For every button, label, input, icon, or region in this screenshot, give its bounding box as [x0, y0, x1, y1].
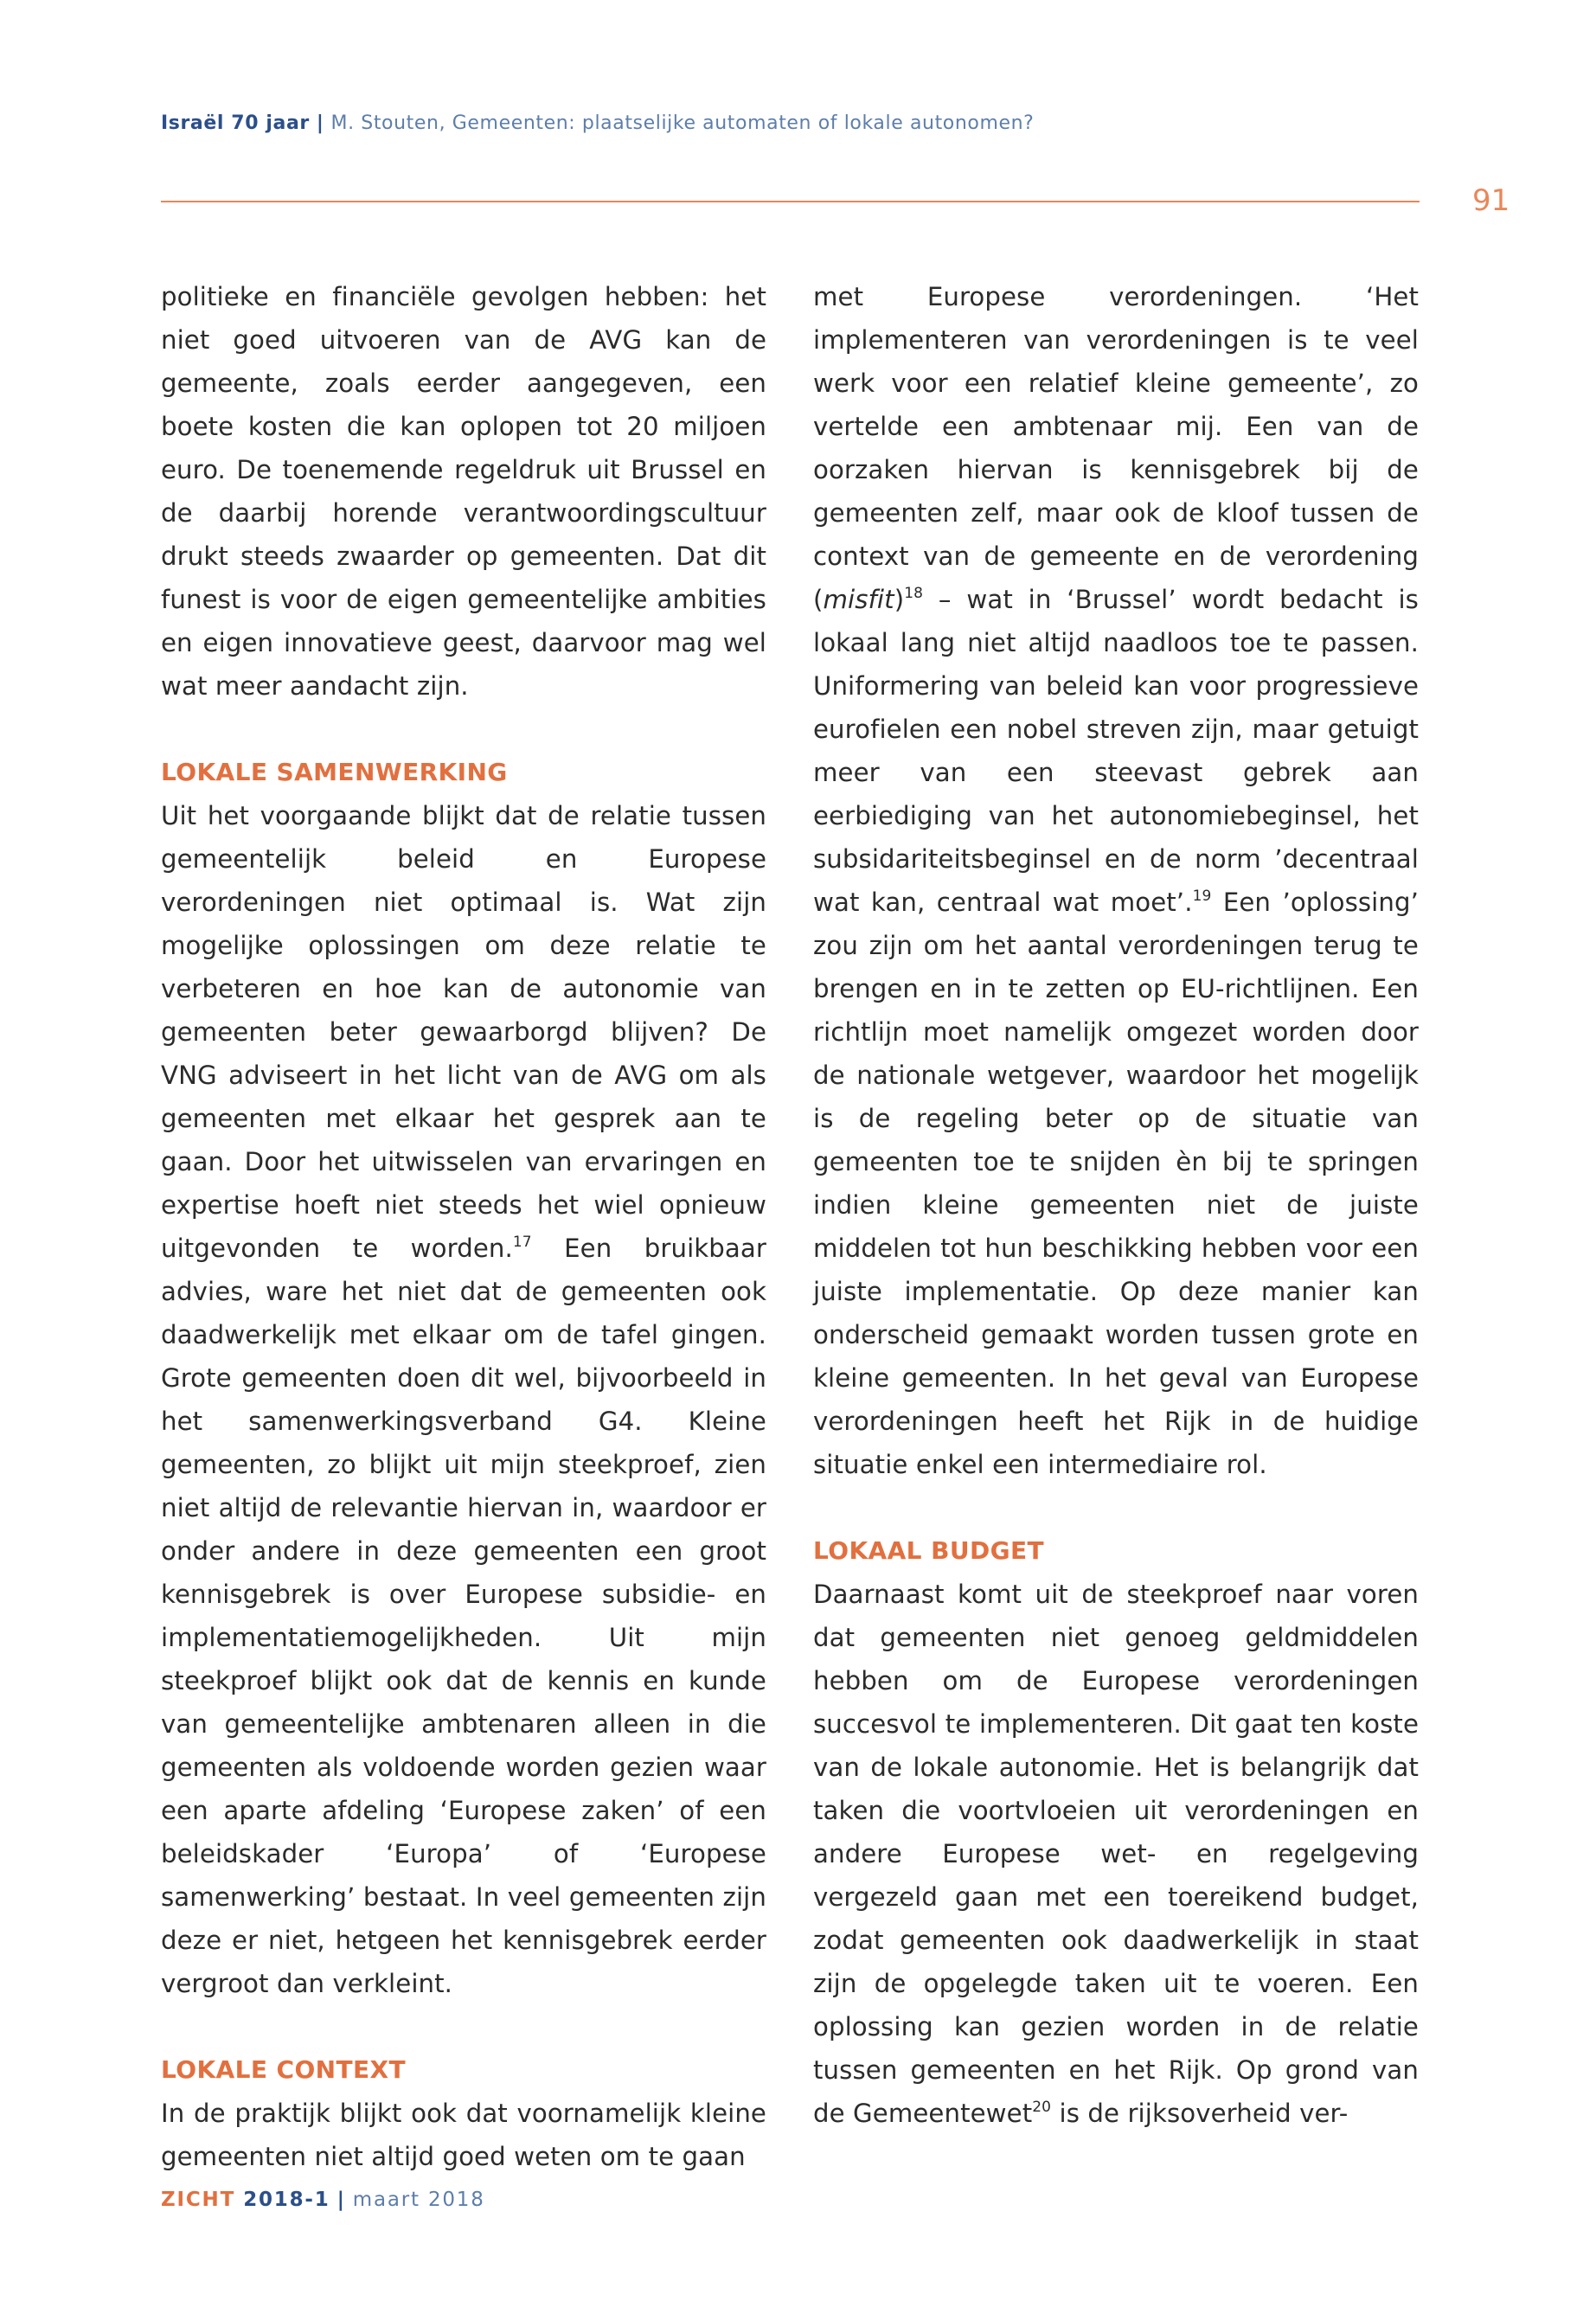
page-number: 91	[1472, 183, 1510, 218]
paragraph-text: Een bruikbaar advies, ware het niet dat de gemeenten ook daadwerkelijk met elkaar om de tafel gingen. Grote gemeenten doen dit wel, bijvoorbeeld in het samenwerkingsverband G4. Kleine gemeenten, zo blijkt uit mijn steekproef, zien niet altijd de relevantie hiervan in, waardoor er onder andere in deze gemeenten een groot kennisgebrek is over Europese subsidie- en implementatiemogelijkheden. Uit mijn steekproef blijkt ook dat de kennis en kunde van gemeentelijke ambtenaren alleen in die gemeenten als voldoende worden gezien waar een aparte afdeling ‘Europese zaken’ of een beleidskader ‘Europa’ of ‘Europese samenwerking’ bestaat. In veel gemeenten zijn deze er niet, hetgeen het kennisgebrek eerder vergroot dan verkleint.	[161, 1234, 766, 1998]
journal-title: Israël 70 jaar	[161, 112, 310, 134]
article-title: M. Stouten, Gemeenten: plaatselijke automaten of lokale autonomen?	[330, 112, 1035, 134]
footnote-ref-18: 18	[904, 585, 924, 602]
paragraph-text: politieke en financiële gevolgen hebben: het niet goed uitvoeren van de AVG kan de gemeente, zoals eerder aangegeven, een boete kosten die kan oplopen tot 20 miljoen euro. De toenemende regeldruk uit Brussel en de daarbij horende verantwoordingscultuur drukt steeds zwaarder op gemeenten. Dat dit funest is voor de eigen gemeentelijke ambities en eigen innovatieve geest, daarvoor mag wel wat meer aandacht zijn.	[161, 282, 766, 701]
running-head	[161, 112, 1034, 134]
footer-brand: ZICHT	[161, 2189, 236, 2211]
header-separator: |	[316, 112, 324, 134]
paragraph-text: )	[894, 585, 905, 614]
paragraph-text: met Europese verordeningen. ‘Het implementeren van verordeningen is te veel werk voor een relatief kleine gemeente’, zo vertelde een ambtenaar mij. Een van de oorzaken hiervan is kennisgebrek bij de gemeenten zelf, maar ook de kloof tussen de context van de gemeente en de verordening (	[813, 282, 1419, 614]
footer-issue: 2018-1	[243, 2189, 330, 2211]
right-column	[813, 275, 1419, 2135]
header-rule	[161, 201, 1420, 202]
footnote-ref-20: 20	[1032, 2099, 1052, 2116]
footnote-ref-17: 17	[512, 1234, 532, 1251]
paragraph	[161, 275, 766, 708]
paragraph-text: Daarnaast komt uit de steekproef naar voren dat gemeenten niet genoeg geldmiddelen hebben om de Europese verordeningen succesvol te implementeren. Dit gaat ten koste van de lokale autonomie. Het is belangrijk dat taken die voortvloeien uit verordeningen en andere Europese wet- en regelgeving vergezeld gaan met een toereikend budget, zodat gemeenten ook daadwerkelijk in staat zijn de opgelegde taken uit te voeren. Een oplossing kan gezien worden in de relatie tussen gemeenten en het Rijk. Op grond van de Gemeentewet	[813, 1580, 1419, 2128]
paragraph-text: Een ’oplossing’ zou zijn om het aantal verordeningen terug te brengen en in te zetten op EU-richtlijnen. Een richtlijn moet namelijk omgezet worden door de nationale wetgever, waardoor het mogelijk is de regeling beter op de situatie van gemeenten toe te snijden èn bij te springen indien kleine gemeenten niet de juiste middelen tot hun beschikking hebben voor een juiste implementatie. Op deze manier kan onderscheid gemaakt worden tussen grote en kleine gemeenten. In het geval van Europese verordeningen heeft het Rijk in de huidige situatie enkel een intermediaire rol.	[813, 888, 1419, 1479]
paragraph-text: – wat in ‘Brussel’ wordt bedacht is lokaal lang niet altijd naadloos toe te passen. Uniformering van beleid kan voor progressieve eurofielen een nobel streven zijn, maar getuigt meer van een steevast gebrek aan eerbiediging van het autonomiebeginsel, het subsidariteitsbeginsel en de norm ’decentraal wat kan, centraal wat moet’.	[813, 585, 1419, 917]
paragraph	[813, 275, 1419, 1486]
italic-term: misfit	[823, 585, 894, 614]
paragraph	[161, 2092, 766, 2178]
paragraph	[161, 794, 766, 2005]
paragraph	[813, 1573, 1419, 2135]
section-heading-samenwerking: LOKALE SAMENWERKING	[161, 758, 508, 786]
left-column	[161, 275, 766, 2178]
paragraph-text: In de praktijk blijkt ook dat voornamelijk kleine gemeenten niet altijd goed weten om te gaan	[161, 2099, 766, 2171]
footer	[161, 2189, 485, 2211]
paragraph-text: Uit het voorgaande blijkt dat de relatie tussen gemeentelijk beleid en Europese verordeningen niet optimaal is. Wat zijn mogelijke oplossingen om deze relatie te verbeteren en hoe kan de autonomie van gemeenten beter gewaarborgd blijven? De VNG adviseert in het licht van de AVG om als gemeenten met elkaar het gesprek aan te gaan. Door het uitwisselen van ervaringen en expertise hoeft niet steeds het wiel opnieuw uitgevonden te worden.	[161, 801, 766, 1263]
paragraph-text: is de rijksoverheid ver-	[1051, 2099, 1349, 2128]
footer-separator: |	[337, 2189, 346, 2211]
footnote-ref-19: 19	[1192, 888, 1212, 905]
section-heading-context: LOKALE CONTEXT	[161, 2055, 407, 2084]
footer-date: maart 2018	[352, 2189, 485, 2211]
section-heading-budget: LOKAAL BUDGET	[813, 1536, 1045, 1565]
